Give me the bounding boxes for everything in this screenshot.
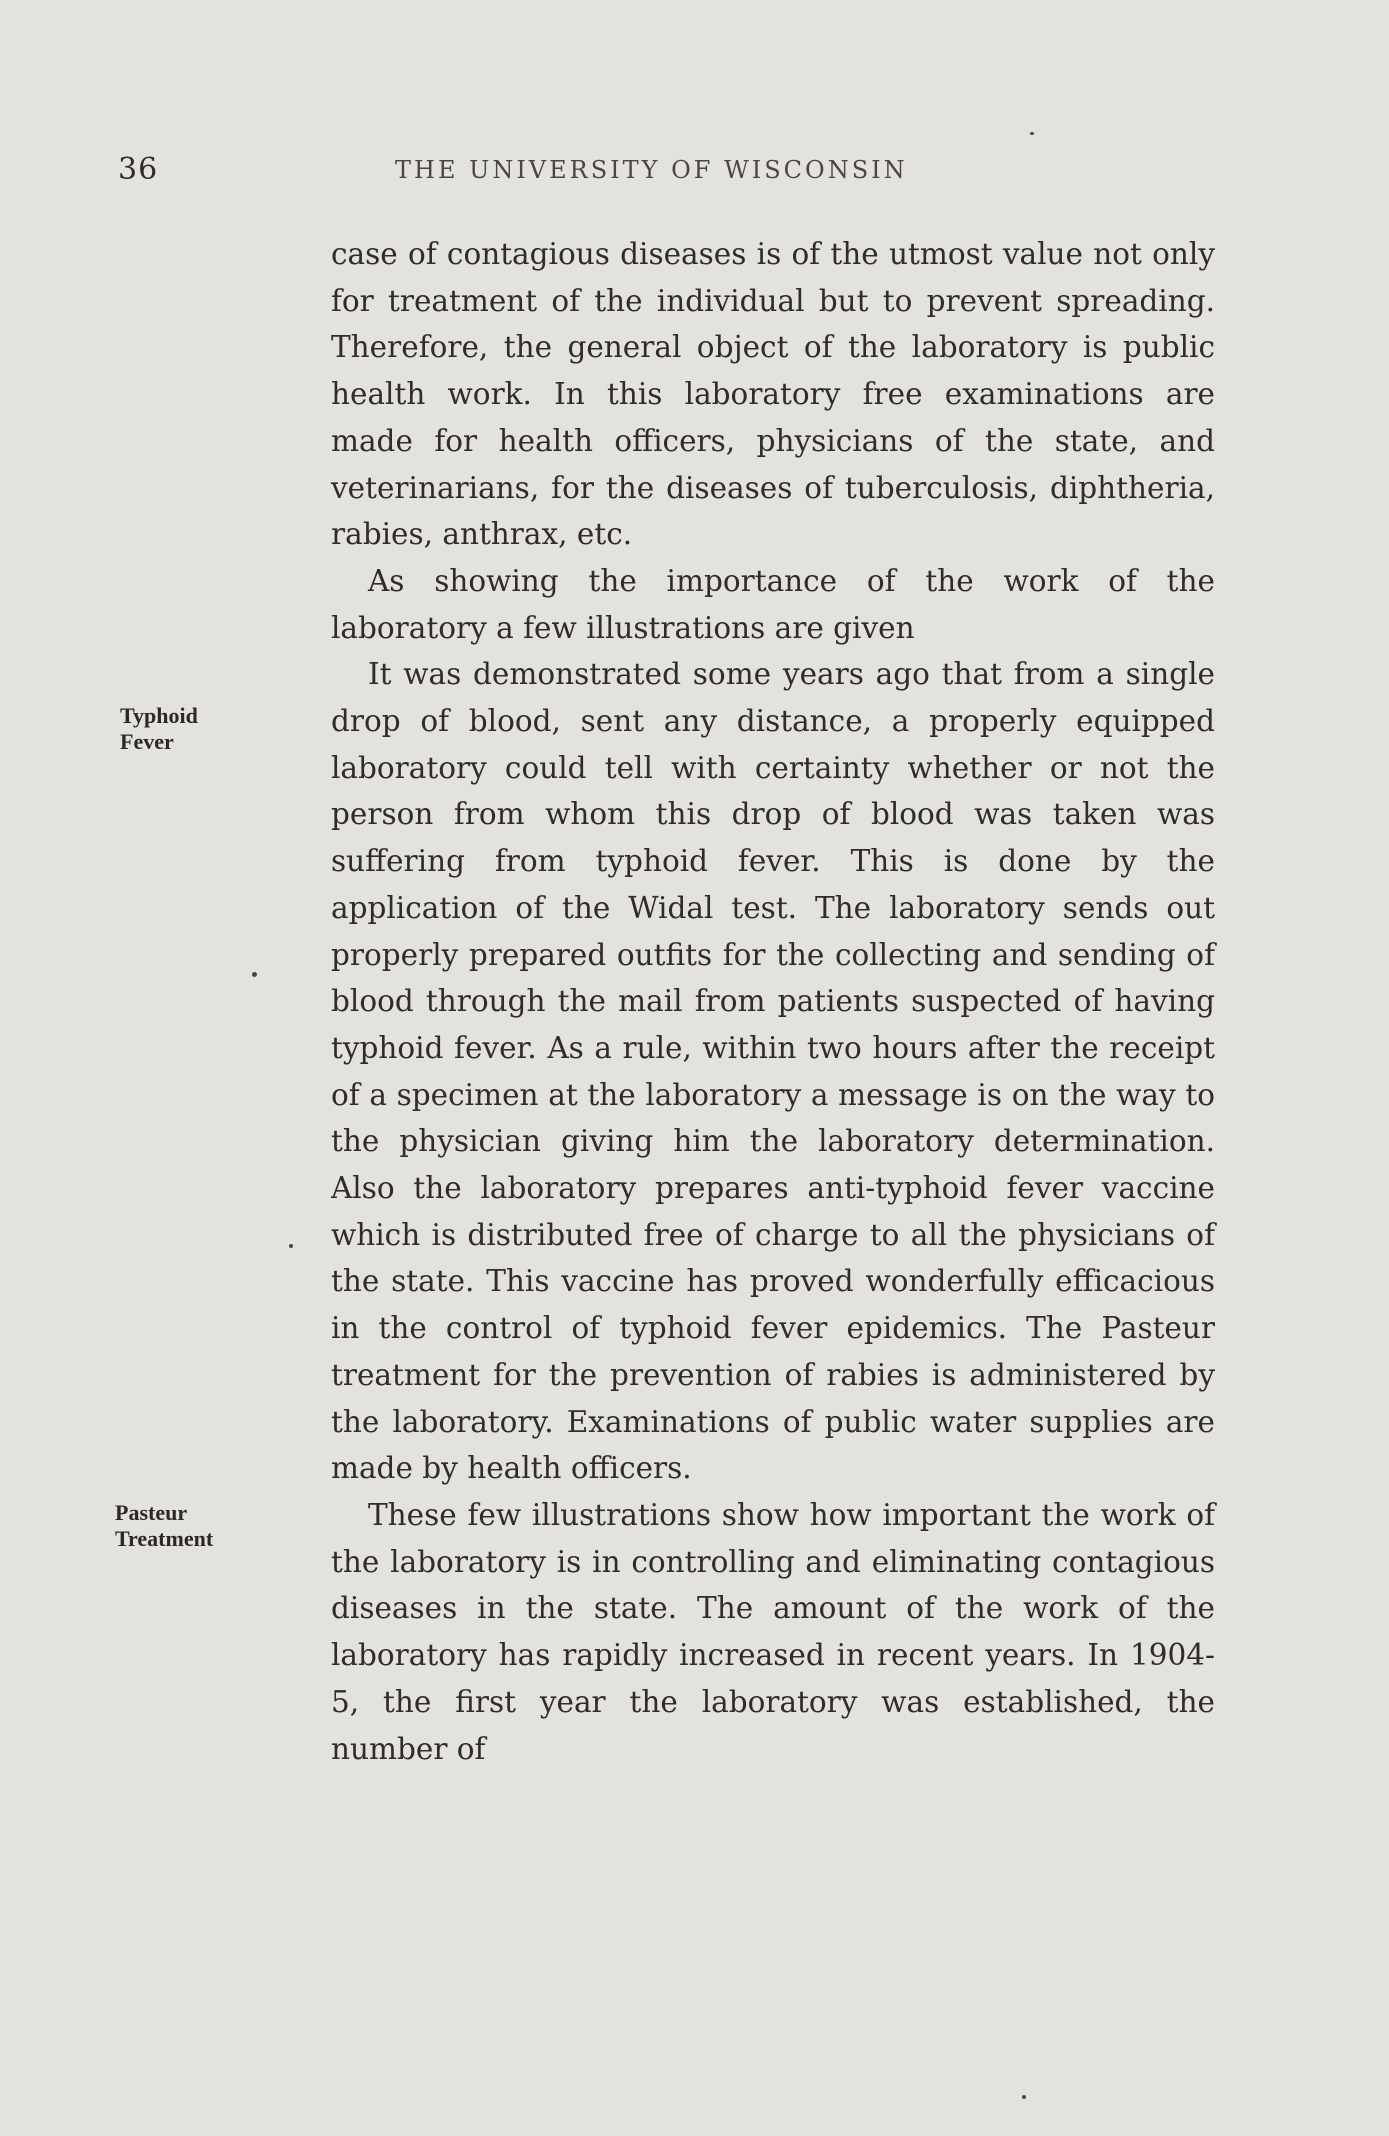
paper-speck xyxy=(1022,2095,1026,2099)
margin-note-pasteur-treatment xyxy=(115,1500,275,1552)
paragraph-typhoid-pasteur: It was demonstrated some years ago that from a single drop of blood, sent any distance, a properly equipped laboratory could tell with certainty whether or not the person from whom this drop of blood was taken was suffering from typhoid fever. This is done by the application of the Widal test. The laboratory sends out properly prepared outfits for the collecting and sending of blood through the mail from patients suspected of having typhoid fever. As a rule, within two hours after the receipt of a specimen at the laboratory a message is on the way to the physician giving him the laboratory determination. Also the laboratory prepares anti-typhoid fever vaccine which is distributed free of charge to all the physicians of the state. This vaccine has proved wonderfully efficacious in the control of typhoid fever epidemics. The Pasteur treatment for the prevention of rabies is administered by the laboratory. Examinations of public water supplies are made by health officers. xyxy=(331,657,1215,1486)
margin-note-line: Treatment xyxy=(115,1526,214,1551)
margin-note-line: Pasteur xyxy=(115,1500,188,1525)
running-head: THE UNIVERSITY OF WISCONSIN xyxy=(395,156,908,184)
paragraph-continued: case of contagious diseases is of the utmost value not only for treatment of the individual but to prevent spreading. Therefore, the general object of the laboratory is public health work. In this laboratory free examinations are made for health officers, physicians of the state, and veterinarians, for the diseases of tuberculosis, diphtheria, rabies, anthrax, etc. xyxy=(331,237,1215,552)
paragraph-conclusion: These few illustrations show how important the work of the laboratory is in controlling and eliminating contagious diseases in the state. The amount of the work of the laboratory has rapidly increased in recent years. In 1904-5, the first year the laboratory was established, the number of xyxy=(331,1497,1215,1766)
paper-speck xyxy=(252,972,257,977)
margin-note-line: Typhoid xyxy=(120,703,198,728)
paper-speck xyxy=(289,1244,293,1248)
margin-note-line: Fever xyxy=(120,729,174,754)
paper-speck xyxy=(1030,132,1034,135)
body-text xyxy=(331,231,1215,1772)
page-number: 36 xyxy=(118,152,159,187)
margin-note-typhoid-fever xyxy=(120,703,280,755)
paragraph-illustrations-intro: As showing the importance of the work of the laboratory a few illustrations are given xyxy=(331,563,1215,645)
